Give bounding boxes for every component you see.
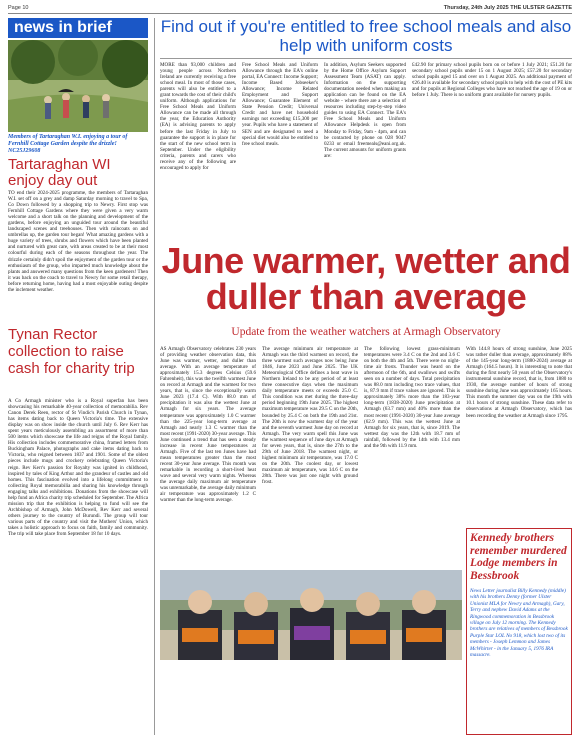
school-meals-column-1: MORE than 93,000 children and young people across Northern Ireland are currently receiving a free school meal. In most of those cases, parents will also be entitled to a grant towards the cost of their child's uniform. Although applications for Free School Meals and Uniform Allowance can be made all through the year, the Education Authority (EA) is advising parents to apply before the last Friday in July to guarantee the support is in place for the start of the new school term in September. Under the eligibility criteria, parents and carers who receive any of the following are encouraged to apply for [160, 62, 236, 171]
tynan-story-body: A Co Armagh minister who is a Royal superfan has been showcasing his remarkable 40-year collection of memorabilia. Rev Canon Derek Reen, rector of St Vindic's Parish Church in Tynan, has items dating back to Queen Victoria's time. The extensive display was on show inside the church until July 6. Rev Kerr has spent years meticulously assembling an assortment of more than 500 items which showcase the life and reigns of the Royal family. His collection includes commemorative china, framed letters from Buckingham Palace, photographs and cake items dating back to Victoria, who reigned between 1837 and 1901. Some of the oldest pieces include mugs and crockery celebrating Queen Victoria's reign. Rev Kerr's passion for Royalty was ignited in childhood, inspired by tales of King Arthur and the grandeur of castles and old homes. This fascination evolved into a lifelong commitment to collecting Royal memorabilia and sharing his knowledge through engaging talks and exhibitions. Donations from the showcase will help fund an Africa charity trip scheduled for September. The Africa mission trip that the exhibition is helping to fund will see the Archbishop of Armagh, John McDowell, Rev Kerr and several others journey to the country of Burundi. The group will tour various parts of the country and visit the Mothers' Union, which takes a holistic approach to focus on faith, family and community. The trip will take place from September 18 for 10 days. [8, 398, 148, 538]
school-meals-headline: Find out if you're entitled to free school meals and also help with uniform costs [160, 17, 572, 55]
weather-headline: June warmer, wetter and duller than average [161, 240, 571, 317]
page-number: Page 10 [8, 5, 29, 11]
page-header [8, 4, 572, 14]
news-in-brief-banner: news in brief [8, 18, 148, 38]
wi-garden-photo [8, 40, 148, 132]
weather-column-3: The following lowest grass-minimum temperatures were 3.4 C on the 2nd and 3.6 C on both the 4th and 5th. There were no night-time air frosts. Thunder was heard on the afternoon of the 6th, and swallows and swifts seen on a number of days. Total precipitation was 88.0 mm including two trace values, that is, 87.9 mm if trace values are ignored. This is approximately 38% more than the 183-year long-term (1838-2020) June precipitation at Armagh (63.7 mm) and 40% more than the most recent (1991-2020) 30-year June average (62.9 mm). This was the wettest June at Armagh for six years, that is, since 2019. The wettest day was the 12th with 18.7 mm of rainfall, followed by the 14th with 13.4 mm and the 9th with 11.9 mm. [364, 346, 460, 449]
school-meals-column-3: In addition, Asylum Seekers supported by the Home Office Asylum Support Assessment Team (ASAT) can apply. Information on the supporting documentation needed when making an application can be found on the EA website - where there are a selection of resources including step-by-step video guides to using EA Connect. The EA's Free School Meals and Uniform Allowance Helpdesk is open from Monday to Friday, 9am - 4pm, and can be contacted by phone on 028 9047 0233 or email freemeals@eani.org.uk. The current amounts for uniform grants are: [324, 62, 406, 159]
school-meals-column-2: Free School Meals and Uniform Allowance through the EA's online portal, EA Connect: Income Support; Income Based Jobseeker's Allowance; Income Related Employment and Support Allowance; Guarantee Element of State Pension Credit; Universal Credit and have net household earnings not exceeding £15,300 per year. Pupils who have a statement of SEN and are designated to need a special diet would also be entitled to free school meals. [242, 62, 318, 147]
weather-column-2: The average minimum air temperature at Armagh was the third warmest on record, the three warmest such averages now being June 1846, June 2023 and June 2025. The UK Meteorological Office defines a heat wave in Northern Ireland to be any period of at least three consecutive days when the maximum daily temperature meets or exceeds 25.0 C. This condition was met during the three-day period beginning 19th June 2025. The highest maximum temperature was 29.5 C on the 20th, bounded by 25.4 C on both the 19th and 21st. The 20th is now the warmest day of the year and the seventh warmest June day on record at Armagh. The very warm spell this June was the warmest sequence of June days at Armagh for seven years, that is, since the 27th to the 29th of June 2018. The warmest night, or highest minimum air temperature, was 17.0 C on the 20th. The coolest day, or lowest maximum air temperature, was 14.6 C on the 28th. There was just one night with ground frost. [262, 346, 358, 486]
weather-column-4: With 144.8 hours of strong sunshine, June 2025 was rather duller than average, approximately 88% of the 145-year long-term (1880-2024) average at Armagh (164.5 hours). It is interesting to note that during the first nearly 50 years of the Observatory's instrumental sunshine record, that is, from 1880 to 1930, the average number of hours of strong sunshine during June was approximately 165 hours. This month the summer day was on the 19th with 10.1 hours of strong sunshine. These data refer to observations at Armagh Observatory, which has been recording the weather at Armagh since 1795. [466, 346, 572, 419]
school-meals-column-4: £42.90 for primary school pupils born on or before 1 July 2021; £51.20 for secondary school pupils under 15 on 1 August 2025; £57.20 for secondary school pupils aged 15 and over on 1 August 2025. An additional payment of ¢26.40 is available for secondary school pupils to help with the cost of PE kits and for pupils at Regional Colleges who have not reached the age of 19 on or before 1 July. There is no uniform grant available for nursery pupils. [412, 62, 572, 99]
wi-photo-caption: Members of Tartaraghan W.I. enjoying a tour of Fernhill Cottage Garden despite the drizzle! NC25J29608 [8, 134, 128, 154]
date-and-paper: Thursday, 24th July 2025 THE ULSTER GAZETTE [443, 5, 572, 11]
weather-column-1: AS Armagh Observatory celebrates 230 years of providing weather observation data, this June was warmer, wetter, and duller than average. With an average temperature of approximately 15.3 degrees Celsius (59.6 Fahrenheit), this was the twelfth warmest June on record at Armagh and the warmest for two years, that is, since the exceptionally warm June 2023 (17.4 C). With 88.0 mm of precipitation it was also the wettest June at Armagh for six years. The average temperature was approximately 1.0 C warmer than the 225-year long-term average at Armagh and nearly 1.3 C warmer than the most recent (1991-2020) 30-year average. This June continued a trend that has seen a steady increase in recent June temperatures at Armagh. Five of the last ten Junes have had mean temperatures greater than the most recent 30-year June average. This month was remarkable in recording a short-lived heat wave and several very warm nights. Whereas the average daily maximum air temperature was unremarkable, the average daily minimum air temperature was approximately 1.2 C warmer than the long-term average. [160, 346, 256, 504]
tartaraghan-story-body: TO end their 2024-2025 programme, the members of Tartaraghan W.I. set off on a grey and damp Saturday morning to travel to Spa, Co Down followed by a shopping trip to Newry. First stop was Fernhill Cottage Gardens where they were given a very warm welcome and a short talk on the planning and development of the gardens, before enjoying an unguided tour around the beautiful landscaped scenes and treehouses. Then with raincoats on and umbrellas up, the garden tour began! What amazing gardens with a huge variety of trees, shrubs and flowers which have been planted and nurtured with great care, with areas created to be at their most colourful during each of the seasons throughout the year. The drizzle certainly didn't spoil the enjoyment of the garden tour or the enthusiasm of the group, who imparted much knowledge about the plants and answered many questions from the keen gardeners! Then it was back on the coach to travel to Newry for some retail therapy, before returning home, having had a most enjoyable outing despite the inclement weather. [8, 190, 148, 293]
column-divider [154, 18, 155, 735]
kennedy-caption: News Letter journalist Billy Kennedy (middle) with his brothers Denny (former Ulster Unionist MLA for Newry and Armagh), Gary, Terry and nephew David Adams at the Ringwood commemoration in Bessbrook village on July 12 morning. The Kennedy brothers are relatives of members of Bessbrook Purple Star LOL No 918, which lost two of its members - Joseph Lemmon and James McWhirter - in the January 5, 1976 IRA massacre. [470, 588, 568, 659]
headline-rule [160, 58, 572, 59]
tynan-headline: Tynan Rector collection to raise cash for charity trip [8, 326, 135, 377]
kennedy-brothers-photo [160, 570, 462, 660]
kennedy-story-box [466, 528, 572, 735]
kennedy-headline: Kennedy brothers remember murdered Lodge members in Bessbrook [470, 532, 567, 582]
weather-subhead: Update from the weather watchers at Armagh Observatory [231, 326, 501, 338]
tartaraghan-headline: Tartaraghan WI enjoy day out [8, 156, 111, 189]
